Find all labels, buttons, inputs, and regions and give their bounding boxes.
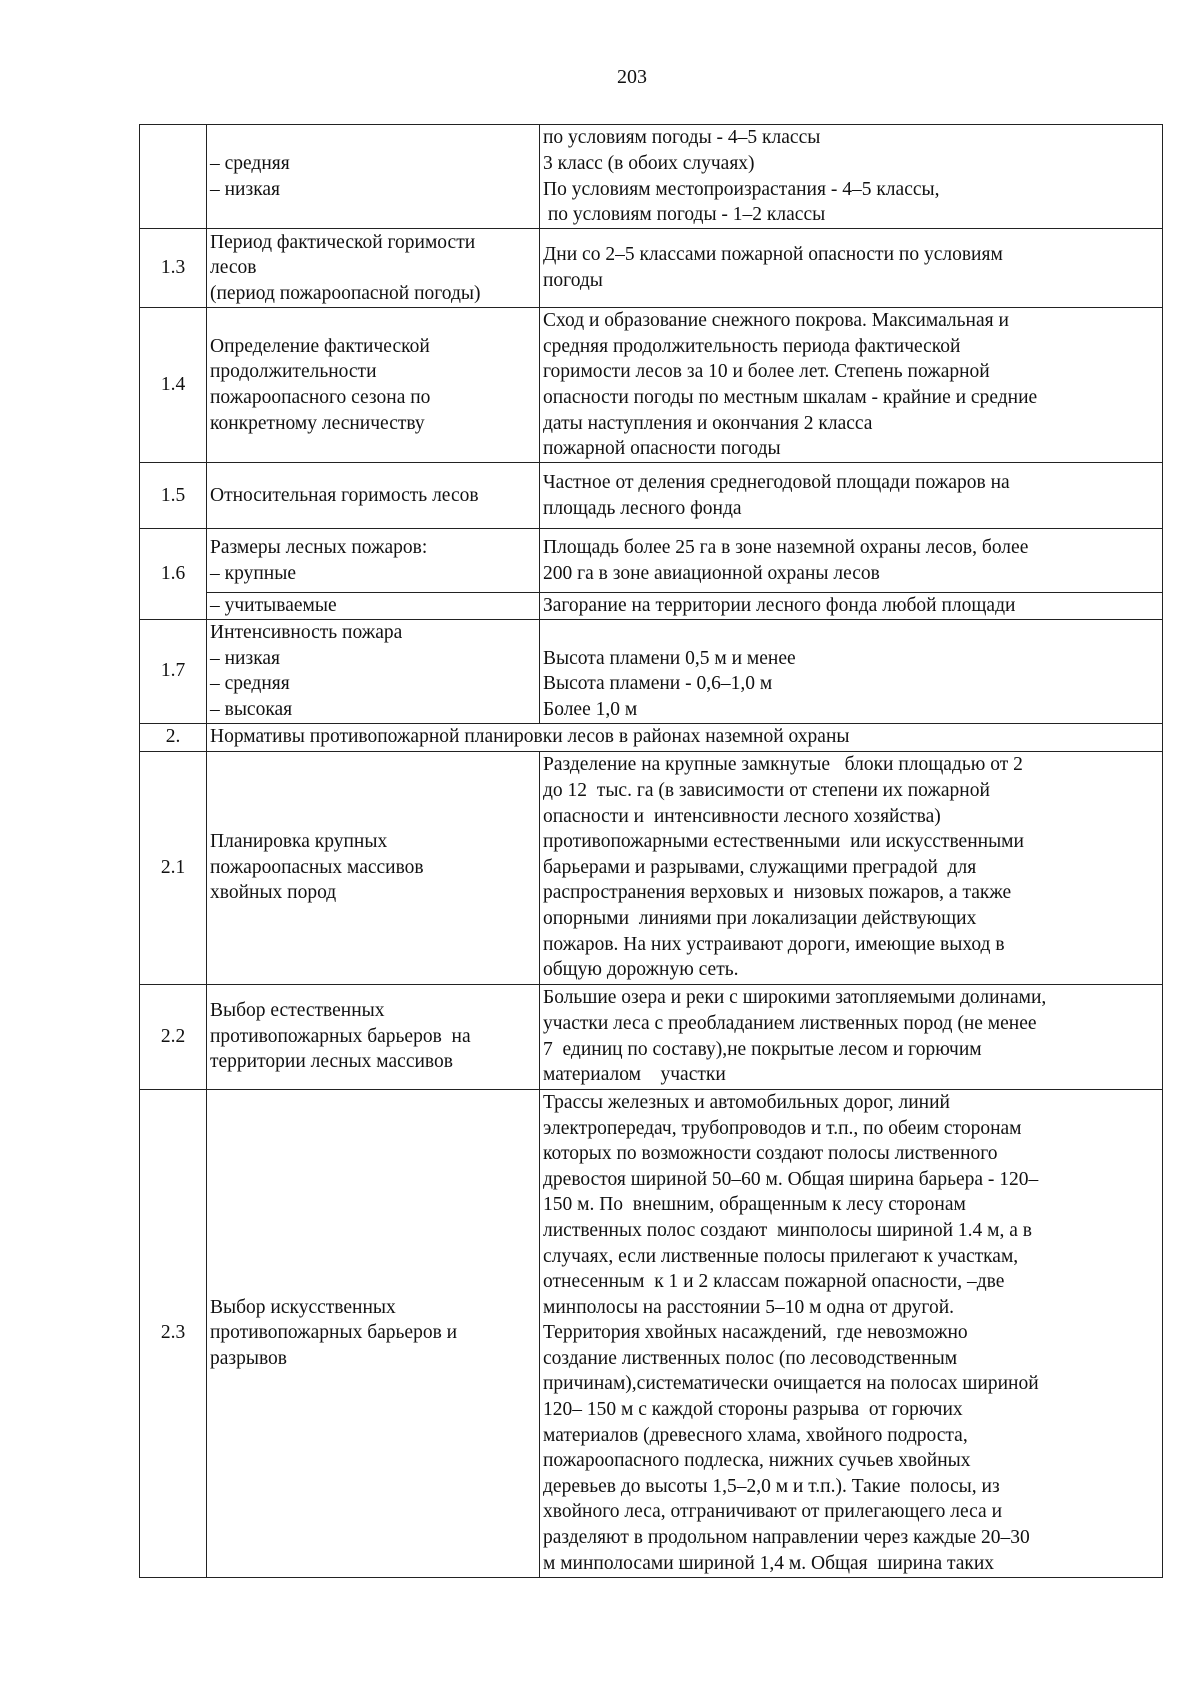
param-cell: [207, 125, 540, 229]
desc-line: Трассы железных и автомобильных дорог, линий: [543, 1091, 950, 1113]
row-number: 1.7: [140, 619, 207, 723]
desc-line: барьерами и разрывами, служащими преградой для: [543, 856, 977, 878]
row-number: 2.1: [140, 751, 207, 984]
table-row: [140, 229, 1163, 308]
desc-line: пожарной опасности погоды: [543, 438, 781, 460]
param-line: продолжительности: [210, 361, 377, 383]
table-row: [140, 529, 1163, 593]
desc-line: материалов (древесного хлама, хвойного подроста,: [543, 1424, 968, 1446]
desc-cell: [540, 751, 1163, 984]
table-row: [140, 1089, 1163, 1577]
param-line: Выбор естественных: [210, 1000, 385, 1022]
desc-cell: [540, 229, 1163, 308]
desc-line: Территория хвойных насаждений, где невозможно: [543, 1322, 968, 1344]
desc-line: Большие озера и реки с широкими затопляемыми долинами,: [543, 987, 1047, 1009]
param-cell: [207, 529, 540, 593]
desc-cell: [540, 1089, 1163, 1577]
param-cell: [207, 751, 540, 984]
desc-line: опасности погоды по местным шкалам - крайние и средние: [543, 387, 1038, 408]
table-row: [140, 593, 1163, 620]
param-line: – учитываемые: [210, 595, 337, 616]
param-line: Определение фактической: [210, 335, 430, 357]
desc-line: лиственных полос создают минполосы шириной 1.4 м, а в: [543, 1219, 1032, 1241]
param-line: – высокая: [210, 698, 293, 720]
desc-line: древостоя шириной 50–60 м. Общая ширина барьера - 120–: [543, 1168, 1039, 1190]
desc-line: 3 класс (в обоих случаях): [543, 152, 755, 174]
desc-line: Высота пламени - 0,6–1,0 м: [543, 673, 773, 695]
desc-line: по условиям погоды - 1–2 классы: [543, 204, 826, 226]
desc-line: площадь лесного фонда: [543, 497, 742, 519]
desc-line: материалом участки: [543, 1064, 726, 1086]
desc-line: участки леса с преобладанием лиственных пород (не менее: [543, 1013, 1037, 1034]
desc-line: [543, 620, 1159, 646]
row-number: 1.3: [140, 229, 207, 308]
param-cell: [207, 229, 540, 308]
desc-line: до 12 тыс. га (в зависимости от степени их пожарной: [543, 780, 990, 802]
desc-line: распространения верховых и низовых пожаров, а также: [543, 882, 1012, 904]
desc-cell: [540, 619, 1163, 723]
desc-line: пожаров. На них устраивают дороги, имеющие выход в: [543, 933, 1005, 955]
param-line: конкретному лесничеству: [210, 412, 425, 434]
desc-line: опорными линиями при локализации действующих: [543, 907, 977, 929]
param-line: пожароопасного сезона по: [210, 387, 431, 408]
param-line: Размеры лесных пожаров:: [210, 536, 428, 558]
desc-line: Загорание на территории лесного фонда любой площади: [543, 595, 1016, 616]
table-row: [140, 984, 1163, 1089]
desc-line: электропередач, трубопроводов и т.п., по обеим сторонам: [543, 1117, 1022, 1139]
param-line: противопожарных барьеров на: [210, 1025, 471, 1047]
desc-line: общую дорожную сеть.: [543, 959, 739, 981]
row-number-cell: [140, 125, 207, 229]
row-number: 1.6: [140, 529, 207, 620]
desc-line: опасности и интенсивности лесного хозяйства): [543, 805, 941, 827]
norms-table: [139, 124, 1163, 1578]
param-line: – низкая: [210, 178, 281, 200]
param-line: противопожарных барьеров и: [210, 1322, 458, 1344]
param-line: Относительная горимость лесов: [210, 484, 479, 506]
desc-line: Более 1,0 м: [543, 698, 638, 720]
desc-line: 7 единиц по составу),не покрытые лесом и горючим: [543, 1038, 982, 1060]
desc-cell: [540, 984, 1163, 1089]
desc-cell: [540, 308, 1163, 463]
desc-line: которых по возможности создают полосы лиственного: [543, 1143, 998, 1165]
desc-cell: [540, 125, 1163, 229]
row-number: 1.4: [140, 308, 207, 463]
desc-line: средняя продолжительность периода фактической: [543, 335, 961, 357]
desc-line: Высота пламени 0,5 м и менее: [543, 647, 796, 669]
desc-line: м минполосами шириной 1,4 м. Общая ширина таких: [543, 1552, 995, 1574]
param-line: Период фактической горимости: [210, 231, 476, 253]
param-line: разрывов: [210, 1347, 287, 1369]
desc-cell: [540, 593, 1163, 620]
desc-line: пожароопасного подлеска, нижних сучьев хвойных: [543, 1450, 971, 1472]
param-line: Планировка крупных: [210, 831, 388, 853]
desc-line: 120– 150 м с каждой стороны разрыва от горючих: [543, 1399, 963, 1421]
desc-line: Разделение на крупные замкнутые блоки площадью от 2: [543, 754, 1023, 776]
param-cell: [207, 1089, 540, 1577]
row-number: 1.5: [140, 463, 207, 529]
param-cell: [207, 463, 540, 529]
desc-line: 200 га в зоне авиационной охраны лесов: [543, 562, 880, 584]
section-title: Нормативы противопожарной планировки лесов в районах наземной охраны: [207, 723, 1163, 751]
desc-line: отнесенным к 1 и 2 классам пожарной опасности, –две: [543, 1271, 1005, 1293]
param-line: – средняя: [210, 673, 290, 695]
desc-line: причинам),систематически очищается на полосах шириной: [543, 1373, 1039, 1395]
desc-line: 150 м. По внешним, обращенным к лесу сторонам: [543, 1194, 966, 1216]
table-row: [140, 308, 1163, 463]
param-line: (период пожароопасной погоды): [210, 282, 481, 304]
table-row: [140, 463, 1163, 529]
desc-line: погоды: [543, 270, 603, 291]
param-line: Выбор искусственных: [210, 1296, 396, 1318]
table-row: [140, 751, 1163, 984]
desc-line: разделяют в продольном направлении через каждые 20–30: [543, 1527, 1030, 1549]
desc-line: Сход и образование снежного покрова. Максимальная и: [543, 310, 1009, 332]
param-cell: [207, 619, 540, 723]
desc-line: деревьев до высоты 1,5–2,0 м и т.п.). Такие полосы, из: [543, 1475, 1000, 1497]
param-line: Интенсивность пожара: [210, 621, 403, 643]
param-line: – крупные: [210, 562, 296, 584]
param-cell: [207, 593, 540, 620]
desc-line: даты наступления и окончания 2 класса: [543, 412, 873, 434]
param-line: – низкая: [210, 647, 281, 669]
desc-line: Частное от деления среднегодовой площади пожаров на: [543, 471, 1010, 493]
page-number: 203: [617, 66, 647, 88]
desc-line: горимости лесов за 10 и более лет. Степень пожарной: [543, 361, 990, 383]
desc-cell: [540, 463, 1163, 529]
section-number: 2.: [140, 723, 207, 751]
desc-line: случаях, если лиственные полосы прилегают к участкам,: [543, 1245, 1019, 1267]
desc-line: противопожарными естественными или искусственными: [543, 831, 1024, 853]
row-number: 2.3: [140, 1089, 207, 1577]
param-line: – средняя: [210, 152, 290, 174]
desc-line: хвойного леса, отграничивают от прилегающего леса и: [543, 1501, 1003, 1523]
row-number: 2.2: [140, 984, 207, 1089]
table-row: [140, 125, 1163, 229]
param-line: пожароопасных массивов: [210, 856, 424, 878]
desc-line: Дни со 2–5 классами пожарной опасности по условиям: [543, 244, 1003, 266]
desc-line: минполосы на расстоянии 5–10 м одна от другой.: [543, 1296, 955, 1318]
desc-line: по условиям погоды - 4–5 классы: [543, 127, 821, 149]
desc-cell: [540, 529, 1163, 593]
section-row: [140, 723, 1163, 751]
param-cell: [207, 308, 540, 463]
desc-line: Площадь более 25 га в зоне наземной охраны лесов, более: [543, 536, 1029, 558]
desc-line: По условиям местопроизрастания - 4–5 классы,: [543, 178, 940, 200]
param-line: территории лесных массивов: [210, 1051, 453, 1073]
table-row: [140, 619, 1163, 723]
param-line: хвойных пород: [210, 882, 337, 904]
desc-line: создание лиственных полос (по лесоводственным: [543, 1347, 958, 1369]
param-line: лесов: [210, 257, 257, 279]
param-cell: [207, 984, 540, 1089]
